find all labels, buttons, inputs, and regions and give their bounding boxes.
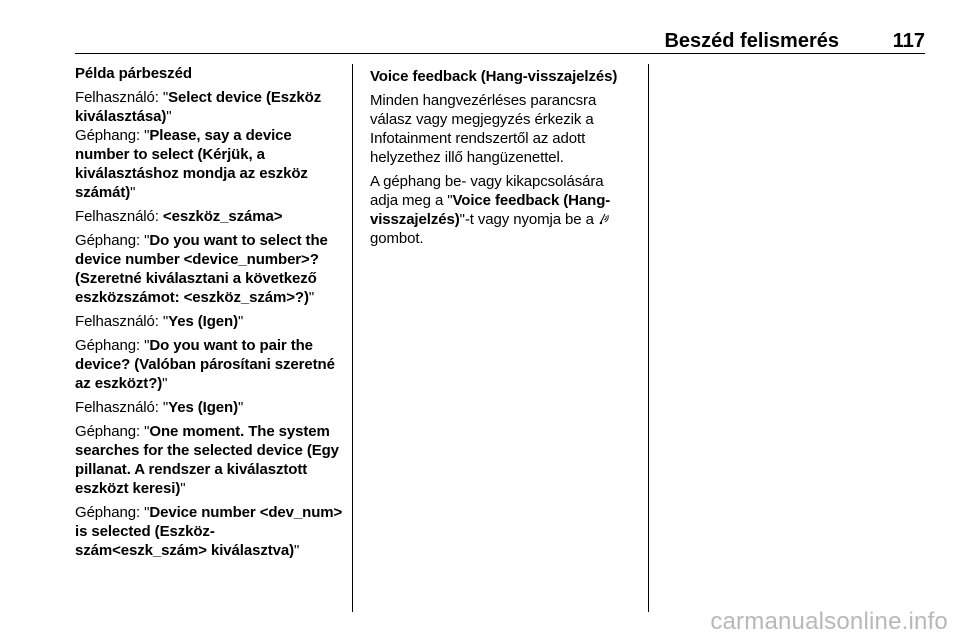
instruction-text-after: gombot. xyxy=(370,230,424,247)
dialog-line xyxy=(75,336,343,393)
close-quote: " xyxy=(130,184,136,201)
dialog-line xyxy=(75,88,343,126)
page-number: 117 xyxy=(892,30,925,52)
dialog-speech: Device number <dev_num> is selected (Eszköz-szám<eszk_szám> kiválasztva) xyxy=(75,504,343,559)
dialog-speaker: Géphang: xyxy=(75,337,145,354)
dialog-heading: Példa párbeszéd xyxy=(75,65,192,82)
right-column xyxy=(370,67,632,253)
voice-icon xyxy=(598,212,610,226)
dialog-line xyxy=(75,126,343,202)
close-quote: " xyxy=(166,108,172,125)
left-column xyxy=(75,64,343,565)
open-quote: " xyxy=(162,313,169,330)
dialog-speaker: Géphang: xyxy=(75,504,145,521)
instruction-text-middle: "-t vagy nyomja be a xyxy=(459,211,598,228)
dialog-speaker: Géphang: xyxy=(75,423,145,440)
dialog-speech: Do you want to select the device number <device_number>? (Szeretné kiválasztani a következő eszközszámot: <eszköz_szám>?) xyxy=(75,232,328,306)
section-title: Beszéd felismerés xyxy=(664,30,839,52)
close-quote: " xyxy=(294,542,300,559)
close-quote: " xyxy=(180,480,186,497)
dialog-line xyxy=(75,503,343,560)
instruction-menu-item: Voice feedback (Hang-visszajelzés) xyxy=(370,192,611,228)
dialog-speaker: Felhasználó: xyxy=(75,399,163,416)
header-rule xyxy=(75,53,925,54)
dialog-speech: Yes (Igen) xyxy=(168,399,239,416)
dialog-line xyxy=(75,312,343,331)
close-quote: " xyxy=(238,399,244,416)
voice-feedback-heading: Voice feedback (Hang-visszajelzés) xyxy=(370,68,618,85)
instruction-text-before: A géphang be- vagy kikapcsolására adja meg a " xyxy=(370,173,604,209)
dialog-line xyxy=(75,231,343,307)
voice-feedback-instruction xyxy=(370,172,632,248)
column-divider-right xyxy=(648,64,649,612)
dialog-line xyxy=(75,207,343,226)
dialog-speech: Yes (Igen) xyxy=(168,313,239,330)
open-quote: " xyxy=(144,232,150,249)
dialog-speech: Do you want to pair the device? (Valóban párosítani szeretné az eszközt?) xyxy=(75,337,335,392)
page-header xyxy=(75,28,925,54)
dialog-speaker: Géphang: xyxy=(75,127,145,144)
dialog-speech: <eszköz_száma> xyxy=(162,208,283,225)
dialog-speech: Select device (Eszköz kiválasztása) xyxy=(75,89,322,125)
close-quote: " xyxy=(238,313,244,330)
dialog-line xyxy=(75,398,343,417)
watermark: carmanualsonline.info xyxy=(710,608,948,635)
dialog-speaker: Felhasználó: xyxy=(75,208,163,225)
voice-feedback-description: Minden hangvezérléses parancsra válasz vagy megjegyzés érkezik a Infotainment rendszertől az adott helyzethez illő hangüzenettel. xyxy=(370,92,597,166)
open-quote: " xyxy=(144,504,150,521)
dialog-speaker: Felhasználó: xyxy=(75,313,163,330)
dialog-speaker: Géphang: xyxy=(75,232,145,249)
dialog-speech: One moment. The system searches for the selected device (Egy pillanat. A rendszer a kiválasztott eszközt keresi) xyxy=(75,423,339,497)
open-quote: " xyxy=(162,399,169,416)
column-divider-left xyxy=(352,64,353,612)
open-quote: " xyxy=(144,127,150,144)
dialog-line xyxy=(75,422,343,498)
dialog-exchanges xyxy=(75,88,343,560)
dialog-speaker: Felhasználó: xyxy=(75,89,163,106)
open-quote: " xyxy=(162,89,169,106)
close-quote: " xyxy=(308,289,315,306)
dialog-speech: Please, say a device number to select (Kérjük, a kiválasztáshoz mondja az eszköz számát) xyxy=(75,127,308,201)
open-quote: " xyxy=(144,337,150,354)
close-quote: " xyxy=(162,375,168,392)
open-quote: " xyxy=(144,423,150,440)
